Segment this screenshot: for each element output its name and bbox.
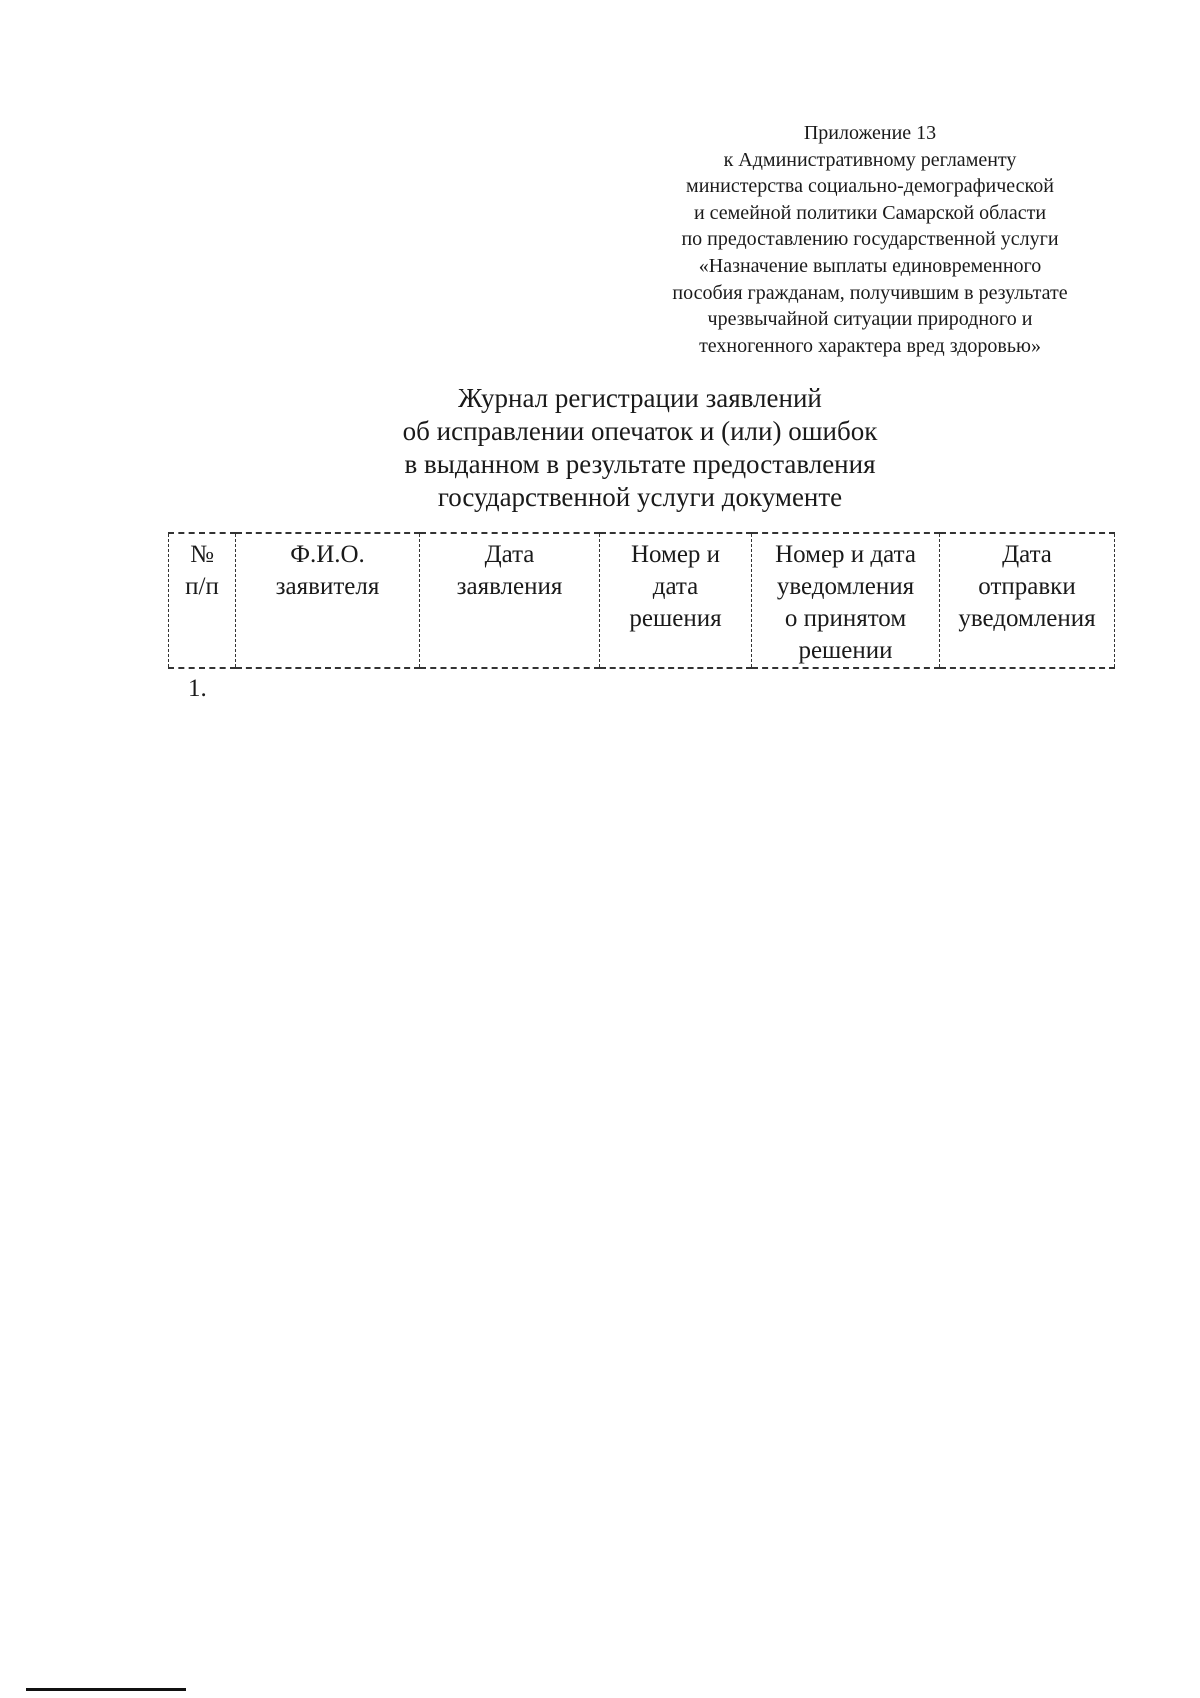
header-line: Дата bbox=[1002, 541, 1052, 568]
table-header-row bbox=[169, 533, 1115, 668]
appendix-line: Приложение 13 bbox=[803, 122, 937, 144]
header-line: отправки bbox=[978, 573, 1076, 600]
appendix-line: техногенного характера вред здоровью» bbox=[699, 334, 1041, 357]
header-line: № bbox=[190, 541, 214, 568]
header-line: решении bbox=[798, 637, 893, 664]
column-header-notification bbox=[752, 533, 940, 668]
header-line: Номер и дата bbox=[775, 541, 916, 568]
title-line: Журнал регистрации заявлений bbox=[458, 383, 822, 413]
appendix-line: чрезвычайной ситуации природного и bbox=[707, 308, 1033, 331]
header-line: Номер и bbox=[630, 541, 721, 568]
title-line: государственной услуги документе bbox=[437, 482, 843, 512]
column-header-application-date bbox=[420, 533, 600, 668]
column-header-decision bbox=[600, 533, 752, 668]
header-line: решения bbox=[629, 605, 722, 632]
header-line: заявителя bbox=[275, 573, 380, 600]
header-line: п/п bbox=[185, 573, 219, 600]
appendix-line: и семейной политики Самарской области bbox=[693, 201, 1047, 224]
title-line: в выданном в результате предоставления bbox=[404, 449, 876, 479]
appendix-line: пособия гражданам, получившим в результате bbox=[672, 281, 1068, 304]
header-line: уведомления bbox=[776, 573, 915, 600]
journal-table bbox=[168, 532, 1115, 669]
header-line: заявления bbox=[456, 573, 563, 600]
header-line: уведомления bbox=[958, 605, 1096, 632]
appendix-line: к Административному регламенту bbox=[723, 148, 1017, 171]
header-line: дата bbox=[652, 573, 699, 600]
title-line: об исправлении опечаток и (или) ошибок bbox=[402, 416, 878, 446]
column-header-sending-date bbox=[940, 533, 1115, 668]
appendix-line: по предоставлению государственной услуги bbox=[681, 228, 1059, 251]
appendix-header bbox=[640, 120, 1100, 359]
footnote-divider bbox=[26, 1688, 186, 1691]
appendix-line: «Назначение выплаты единовременного bbox=[698, 254, 1042, 277]
table-row-number: 1. bbox=[188, 675, 207, 702]
appendix-line: министерства социально-демографической bbox=[686, 175, 1054, 198]
column-header-applicant-name bbox=[236, 533, 420, 668]
header-line: Дата bbox=[484, 541, 535, 568]
column-header-number bbox=[169, 533, 236, 668]
header-line: о принятом bbox=[784, 605, 907, 632]
document-title bbox=[340, 382, 940, 514]
header-line: Ф.И.О. bbox=[290, 541, 365, 568]
